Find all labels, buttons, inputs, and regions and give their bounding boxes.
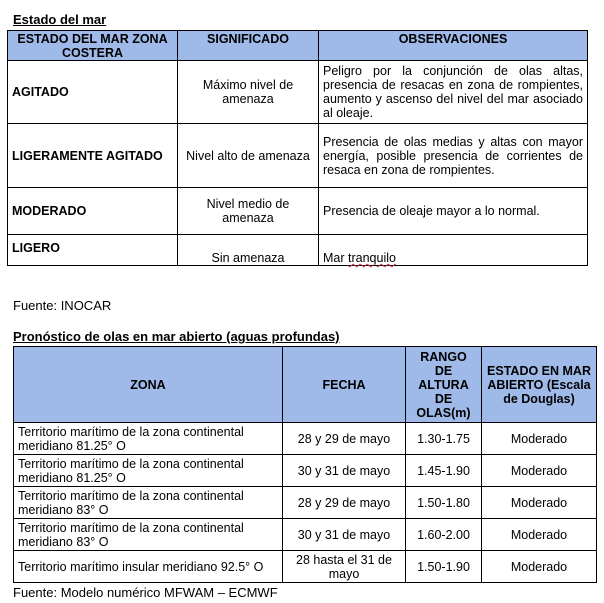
header-fecha: FECHA: [283, 347, 406, 423]
observaciones-cell: Peligro por la conjunción de olas altas, presencia de resacas en zona de rompientes, aumento y ascenso del nivel del mar asociado al oleaje.: [319, 61, 588, 124]
zona-cell: Territorio marítimo insular meridiano 92.5° O: [14, 551, 283, 583]
fecha-cell: 28 y 29 de mayo: [283, 423, 406, 455]
spellcheck-marked-word: tranquilo: [348, 251, 396, 265]
zona-cell: Territorio marítimo de la zona continental meridiano 81.25° O: [14, 423, 283, 455]
table-row: [14, 423, 597, 455]
header-rango: RANGO DE ALTURA DE OLAS(m): [406, 347, 482, 423]
table-header-row: [14, 347, 597, 423]
zona-cell: Territorio marítimo de la zona continental meridiano 81.25° O: [14, 455, 283, 487]
sea-state-table: [7, 30, 588, 266]
rango-cell: 1.50-1.90: [406, 551, 482, 583]
section-2-title: Pronóstico de olas en mar abierto (aguas profundas): [13, 329, 340, 344]
table-row: [14, 487, 597, 519]
rango-cell: 1.60-2.00: [406, 519, 482, 551]
estado-cell: Moderado: [482, 519, 597, 551]
section-1-source: Fuente: INOCAR: [13, 298, 112, 313]
estado-cell: AGITADO: [8, 61, 178, 124]
table-row: [14, 455, 597, 487]
table-row: [8, 188, 588, 235]
table-row: [8, 235, 588, 266]
estado-cell: MODERADO: [8, 188, 178, 235]
zona-cell: Territorio marítimo de la zona continental meridiano 83° O: [14, 487, 283, 519]
table-header-row: [8, 31, 588, 61]
observaciones-prefix: Mar: [323, 251, 348, 265]
significado-cell: Nivel alto de amenaza: [178, 124, 319, 188]
rango-cell: 1.30-1.75: [406, 423, 482, 455]
observaciones-cell: Presencia de oleaje mayor a lo normal.: [319, 188, 588, 235]
fecha-cell: 30 y 31 de mayo: [283, 519, 406, 551]
zona-cell: Territorio marítimo de la zona continental meridiano 83° O: [14, 519, 283, 551]
estado-cell: LIGERO: [8, 235, 178, 266]
wave-forecast-table: [13, 346, 597, 583]
header-estado: ESTADO DEL MAR ZONA COSTERA: [8, 31, 178, 61]
rango-cell: 1.45-1.90: [406, 455, 482, 487]
header-zona: ZONA: [14, 347, 283, 423]
estado-cell: Moderado: [482, 423, 597, 455]
section-1-title: Estado del mar: [13, 12, 107, 27]
table-row: [8, 124, 588, 188]
header-estado: ESTADO EN MAR ABIERTO (Escala de Douglas): [482, 347, 597, 423]
table-row: [14, 551, 597, 583]
fecha-cell: 30 y 31 de mayo: [283, 455, 406, 487]
table-row: [8, 61, 588, 124]
fecha-cell: 28 hasta el 31 de mayo: [283, 551, 406, 583]
header-observaciones: OBSERVACIONES: [319, 31, 588, 61]
estado-cell: Moderado: [482, 487, 597, 519]
significado-cell: Máximo nivel de amenaza: [178, 61, 319, 124]
observaciones-cell: Presencia de olas medias y altas con mayor energía, posible presencia de corrientes de resaca en zona de rompientes.: [319, 124, 588, 188]
observaciones-cell: [319, 235, 588, 266]
estado-cell: LIGERAMENTE AGITADO: [8, 124, 178, 188]
rango-cell: 1.50-1.80: [406, 487, 482, 519]
table-row: [14, 519, 597, 551]
fecha-cell: 28 y 29 de mayo: [283, 487, 406, 519]
estado-cell: Moderado: [482, 551, 597, 583]
estado-cell: Moderado: [482, 455, 597, 487]
significado-cell: Nivel medio de amenaza: [178, 188, 319, 235]
significado-cell: Sin amenaza: [178, 235, 319, 266]
header-significado: SIGNIFICADO: [178, 31, 319, 61]
section-2-source: Fuente: Modelo numérico MFWAM – ECMWF: [13, 585, 278, 600]
